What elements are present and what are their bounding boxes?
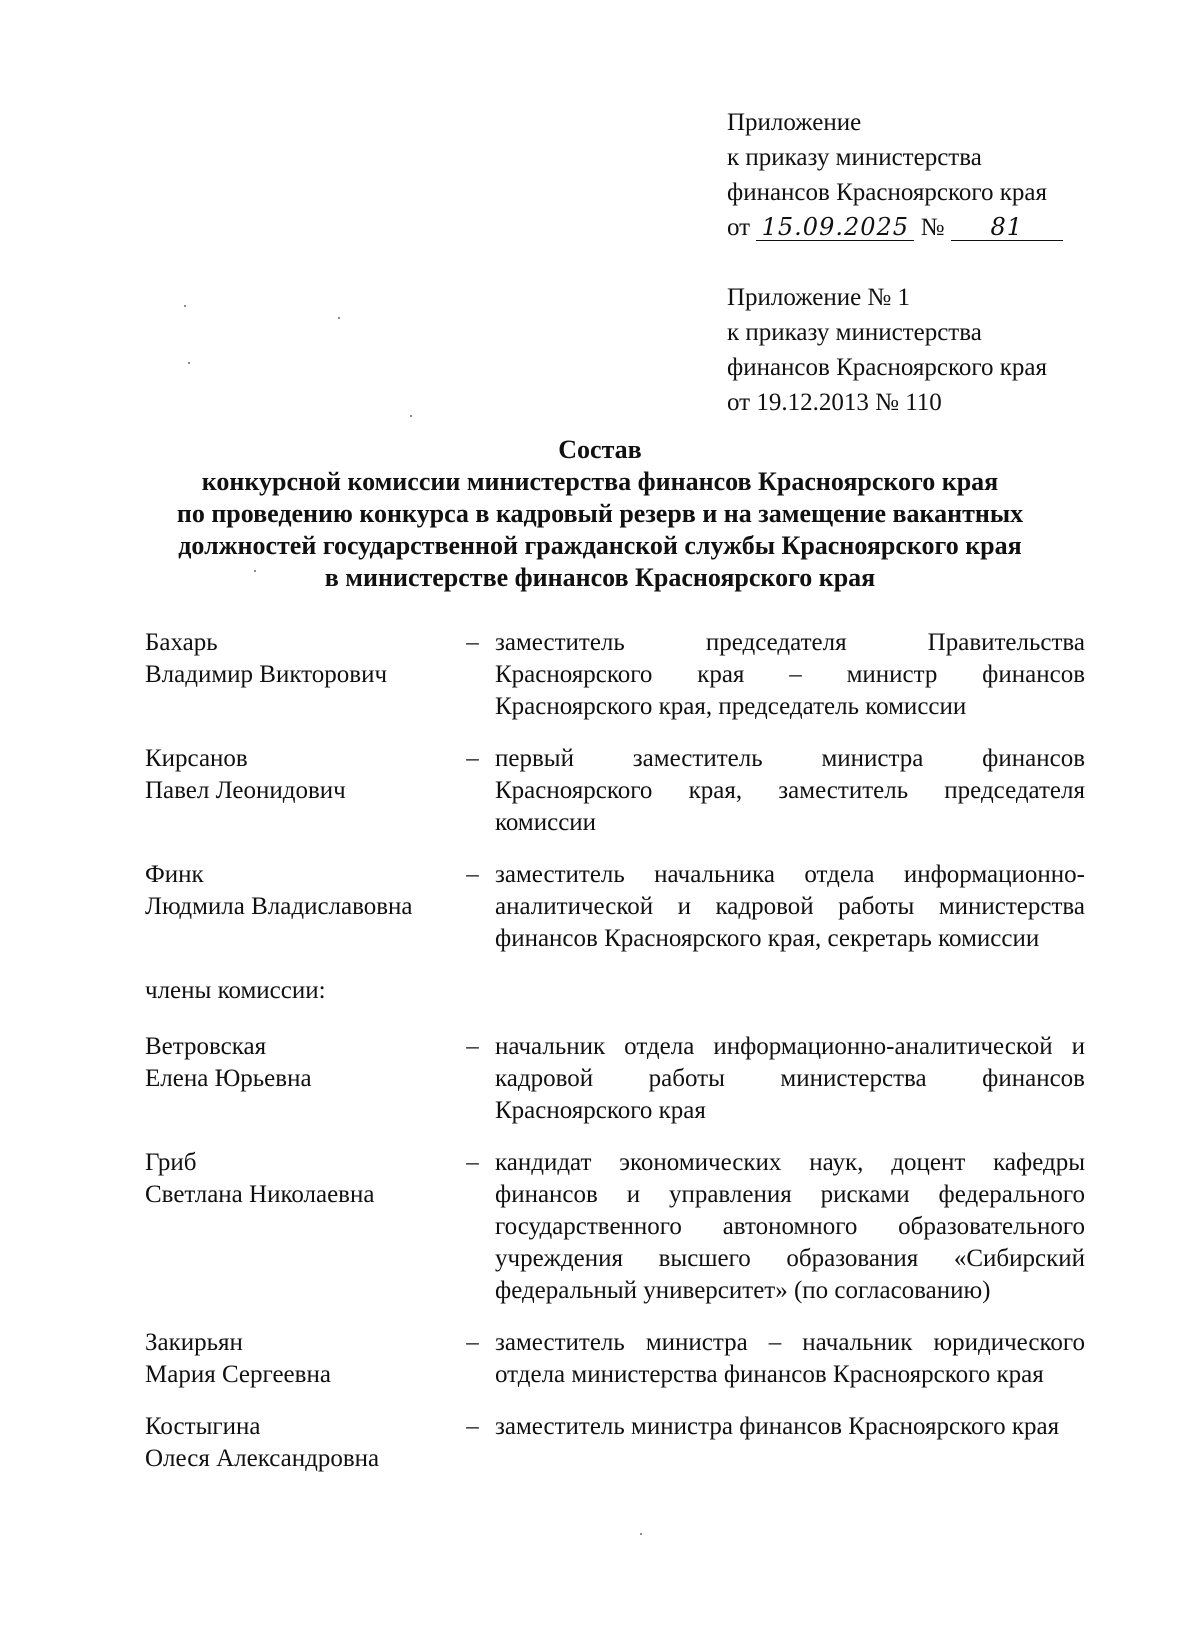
member-row (145, 1327, 1085, 1391)
member-name (145, 1031, 450, 1127)
dash: – (466, 1033, 479, 1060)
member-given-name: Мария Сергеевна (145, 1361, 331, 1388)
scan-speck (640, 1533, 642, 1535)
dash: – (466, 1329, 479, 1356)
member-surname: Гриб (145, 1149, 197, 1176)
member-given-name: Елена Юрьевна (145, 1065, 312, 1092)
original-appendix-line-2: финансов Красноярского края (727, 354, 1047, 381)
document-heading (0, 434, 1200, 594)
appendix-date-line (727, 210, 1147, 245)
member-row (145, 1031, 1085, 1127)
appendix-line-1: к приказу министерства (727, 144, 982, 171)
handwritten-number: 81 (951, 214, 1063, 241)
member-surname: Кирсанов (145, 745, 248, 772)
heading-line-2: по проведению конкурса в кадровый резерв и на замещение вакантных (176, 499, 1024, 528)
member-role: кандидат экономических наук, доцент кафедры финансов и управления рисками федерального государственного автономного образовательного учреждения высшего образования «Сибирский федеральный университет» (по согласованию) (495, 1149, 1085, 1304)
number-prefix: № (920, 214, 945, 241)
heading-line-3: должностей государственной гражданской службы Красноярского края (178, 531, 1022, 560)
scan-speck (184, 305, 186, 307)
heading-title: Состав (558, 435, 642, 464)
scan-speck (254, 570, 256, 572)
member-name (145, 859, 450, 955)
dash: – (466, 629, 479, 656)
dash: – (466, 1149, 479, 1176)
commission-list (145, 627, 1085, 1495)
appendix-line-2: финансов Красноярского края (727, 179, 1047, 206)
appendix-title: Приложение (727, 109, 862, 136)
members-label: члены комиссии: (145, 977, 326, 1004)
member-given-name: Олеся Александровна (145, 1445, 380, 1472)
heading-line-4: в министерстве финансов Красноярского края (324, 563, 876, 592)
member-name (145, 1411, 450, 1475)
member-row (145, 859, 1085, 955)
dash: – (466, 861, 479, 888)
appendix-header (727, 105, 1147, 245)
member-row (145, 743, 1085, 839)
member-row (145, 627, 1085, 723)
member-name (145, 1147, 450, 1307)
member-surname: Костыгина (145, 1413, 261, 1440)
scan-speck (410, 415, 412, 417)
member-role: заместитель министра финансов Красноярского края (495, 1413, 1060, 1440)
scan-speck (188, 362, 190, 364)
scan-speck (338, 317, 340, 319)
member-role: заместитель председателя Правительства Красноярского края – министр финансов Красноярского края, председатель комиссии (495, 629, 1085, 720)
member-name (145, 1327, 450, 1391)
dash: – (466, 1413, 479, 1440)
member-surname: Финк (145, 861, 204, 888)
member-role: начальник отдела информационно-аналитической и кадровой работы министерства финансов Красноярского края (495, 1033, 1085, 1124)
member-role: заместитель начальника отдела информационно-аналитической и кадровой работы министерства финансов Красноярского края, секретарь комиссии (495, 861, 1085, 952)
member-given-name: Светлана Николаевна (145, 1181, 375, 1208)
member-given-name: Павел Леонидович (145, 777, 346, 804)
heading-line-1: конкурсной комиссии министерства финансов Красноярского края (201, 467, 999, 496)
handwritten-date: 15.09.2025 (756, 214, 914, 241)
member-role: первый заместитель министра финансов Красноярского края, заместитель председателя комиссии (495, 745, 1085, 836)
member-role: заместитель министра – начальник юридического отдела министерства финансов Красноярского края (495, 1329, 1085, 1388)
member-surname: Закирьян (145, 1329, 243, 1356)
date-prefix: от (727, 214, 751, 241)
original-appendix-title: Приложение № 1 (727, 284, 911, 311)
member-row (145, 1147, 1085, 1307)
original-appendix-date-line: от 19.12.2013 № 110 (727, 389, 942, 416)
member-given-name: Людмила Владиславовна (145, 893, 413, 920)
member-surname: Ветровская (145, 1033, 267, 1060)
member-name (145, 743, 450, 839)
member-given-name: Владимир Викторович (145, 661, 388, 688)
original-appendix-header (727, 280, 1147, 420)
dash: – (466, 745, 479, 772)
member-surname: Бахарь (145, 629, 218, 656)
member-row (145, 1411, 1085, 1475)
member-name (145, 627, 450, 723)
original-appendix-line-1: к приказу министерства (727, 319, 982, 346)
